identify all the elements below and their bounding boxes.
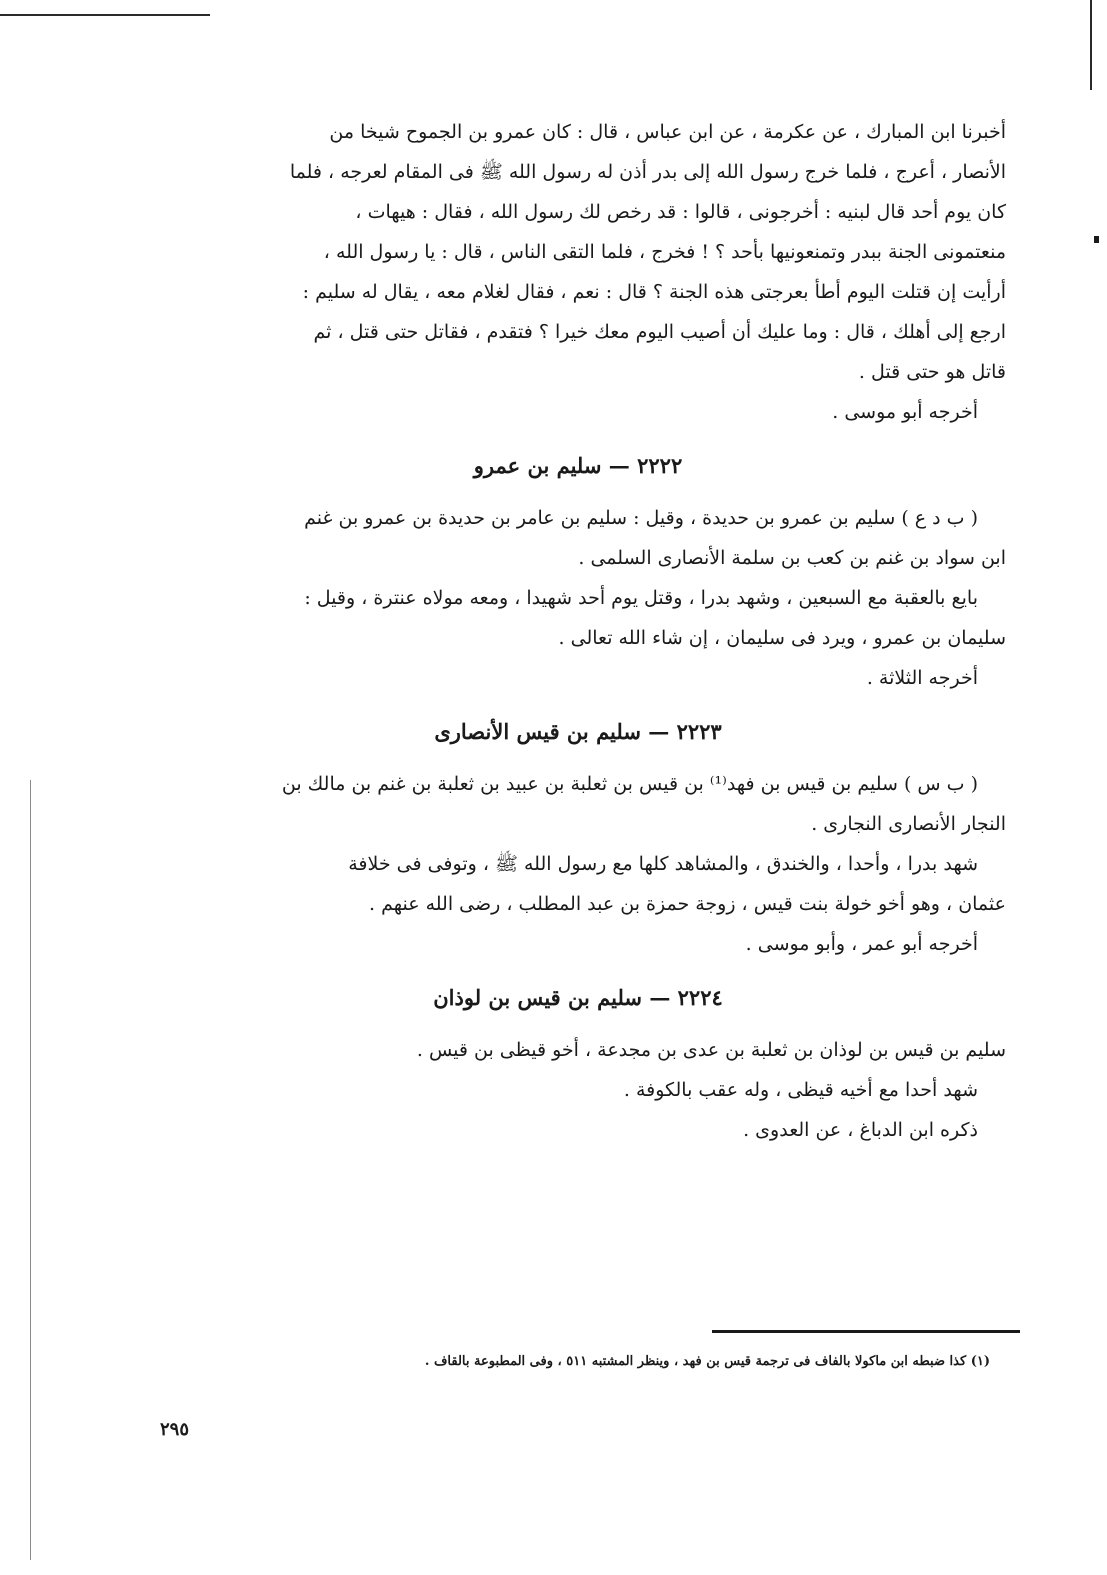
source-note: أخرجه أبو عمر ، وأبو موسى . — [745, 933, 978, 955]
entry-2223 — [150, 712, 1006, 964]
source-note: أخرجه الثلاثة . — [866, 667, 978, 689]
text-line: أخبرنا ابن المبارك ، عن عكرمة ، عن ابن عباس ، قال : كان عمرو بن الجموح شيخا من — [329, 121, 1006, 143]
text-line: بايع بالعقبة مع السبعين ، وشهد بدرا ، وقتل يوم أحد شهيدا ، ومعه مولاه عنترة ، وقيل : — [304, 587, 978, 609]
entry-continuation — [150, 112, 1006, 432]
text-line: ( ب س ) سليم بن قيس بن فهد⁽¹⁾ بن قيس بن ثعلبة بن عبيد بن ثعلبة بن غنم بن مالك بن — [281, 773, 978, 795]
text-line: ( ب د ع ) سليم بن عمرو بن حديدة ، وقيل : سليم بن عامر بن حديدة بن عمرو بن غنم — [304, 507, 978, 529]
text-line: ابن سواد بن غنم بن كعب بن سلمة الأنصارى السلمى . — [578, 547, 1006, 569]
entry-2224 — [150, 978, 1006, 1150]
scan-edge-line — [0, 14, 210, 16]
scan-edge-line — [30, 780, 31, 1560]
text-line: شهد بدرا ، وأحدا ، والخندق ، والمشاهد كلها مع رسول الله ﷺ ، وتوفى فى خلافة — [348, 853, 978, 875]
text-line: ارجع إلى أهلك ، قال : وما عليك أن أصيب اليوم معك خيرا ؟ فتقدم ، فقاتل حتى قتل ، ثم — [313, 321, 1006, 343]
text-line: ذكره ابن الدباغ ، عن العدوى . — [743, 1119, 978, 1141]
entry-2222 — [150, 446, 1006, 698]
text-line: سليمان بن عمرو ، ويرد فى سليمان ، إن شاء الله تعالى . — [558, 627, 1006, 649]
scan-edge-line — [1090, 0, 1092, 90]
entry-heading: ٢٢٢٢ — سليم بن عمرو — [473, 453, 683, 478]
entry-heading: ٢٢٢٤ — سليم بن قيس بن لوذان — [433, 985, 723, 1010]
scan-mark — [1094, 236, 1099, 243]
text-line: عثمان ، وهو أخو خولة بنت قيس ، زوجة حمزة بن عبد المطلب ، رضى الله عنهم . — [368, 893, 1006, 915]
text-line: أرأيت إن قتلت اليوم أطأ بعرجتى هذه الجنة ؟ قال : نعم ، فقال لغلام معه ، يقال له سليم : — [302, 281, 1006, 303]
text-line: كان يوم أحد قال لبنيه : أخرجونى ، قالوا : قد رخص لك رسول الله ، فقال : هيهات ، — [355, 201, 1006, 223]
text-line: سليم بن قيس بن لوذان بن ثعلبة بن عدى بن مجدعة ، أخو قيظى بن قيس . — [416, 1039, 1006, 1061]
text-line: النجار الأنصارى النجارى . — [811, 813, 1006, 835]
text-line: الأنصار ، أعرج ، فلما خرج رسول الله إلى بدر أذن له رسول الله ﷺ فى المقام لعرجه ، فلما — [289, 161, 1006, 183]
footnote: (١) كذا ضبطه ابن ماكولا بالفاف فى ترجمة قيس بن فهد ، وينظر المشتبه ٥١١ ، وفى المطبوعة بالقاف . — [424, 1354, 990, 1369]
text-line: شهد أحدا مع أخيه قيظى ، وله عقب بالكوفة . — [623, 1079, 978, 1101]
page-number: ٢٩٥ — [160, 1419, 190, 1440]
page-body — [150, 112, 1006, 1150]
entry-heading: ٢٢٢٣ — سليم بن قيس الأنصارى — [434, 719, 722, 744]
source-note: أخرجه أبو موسى . — [832, 401, 978, 423]
text-line: قاتل هو حتى قتل . — [858, 361, 1006, 383]
text-line: منعتمونى الجنة ببدر وتمنعونيها بأحد ؟ ! فخرج ، فلما التقى الناس ، قال : يا رسول الله ، — [323, 241, 1006, 263]
footnote-rule — [712, 1330, 1020, 1333]
